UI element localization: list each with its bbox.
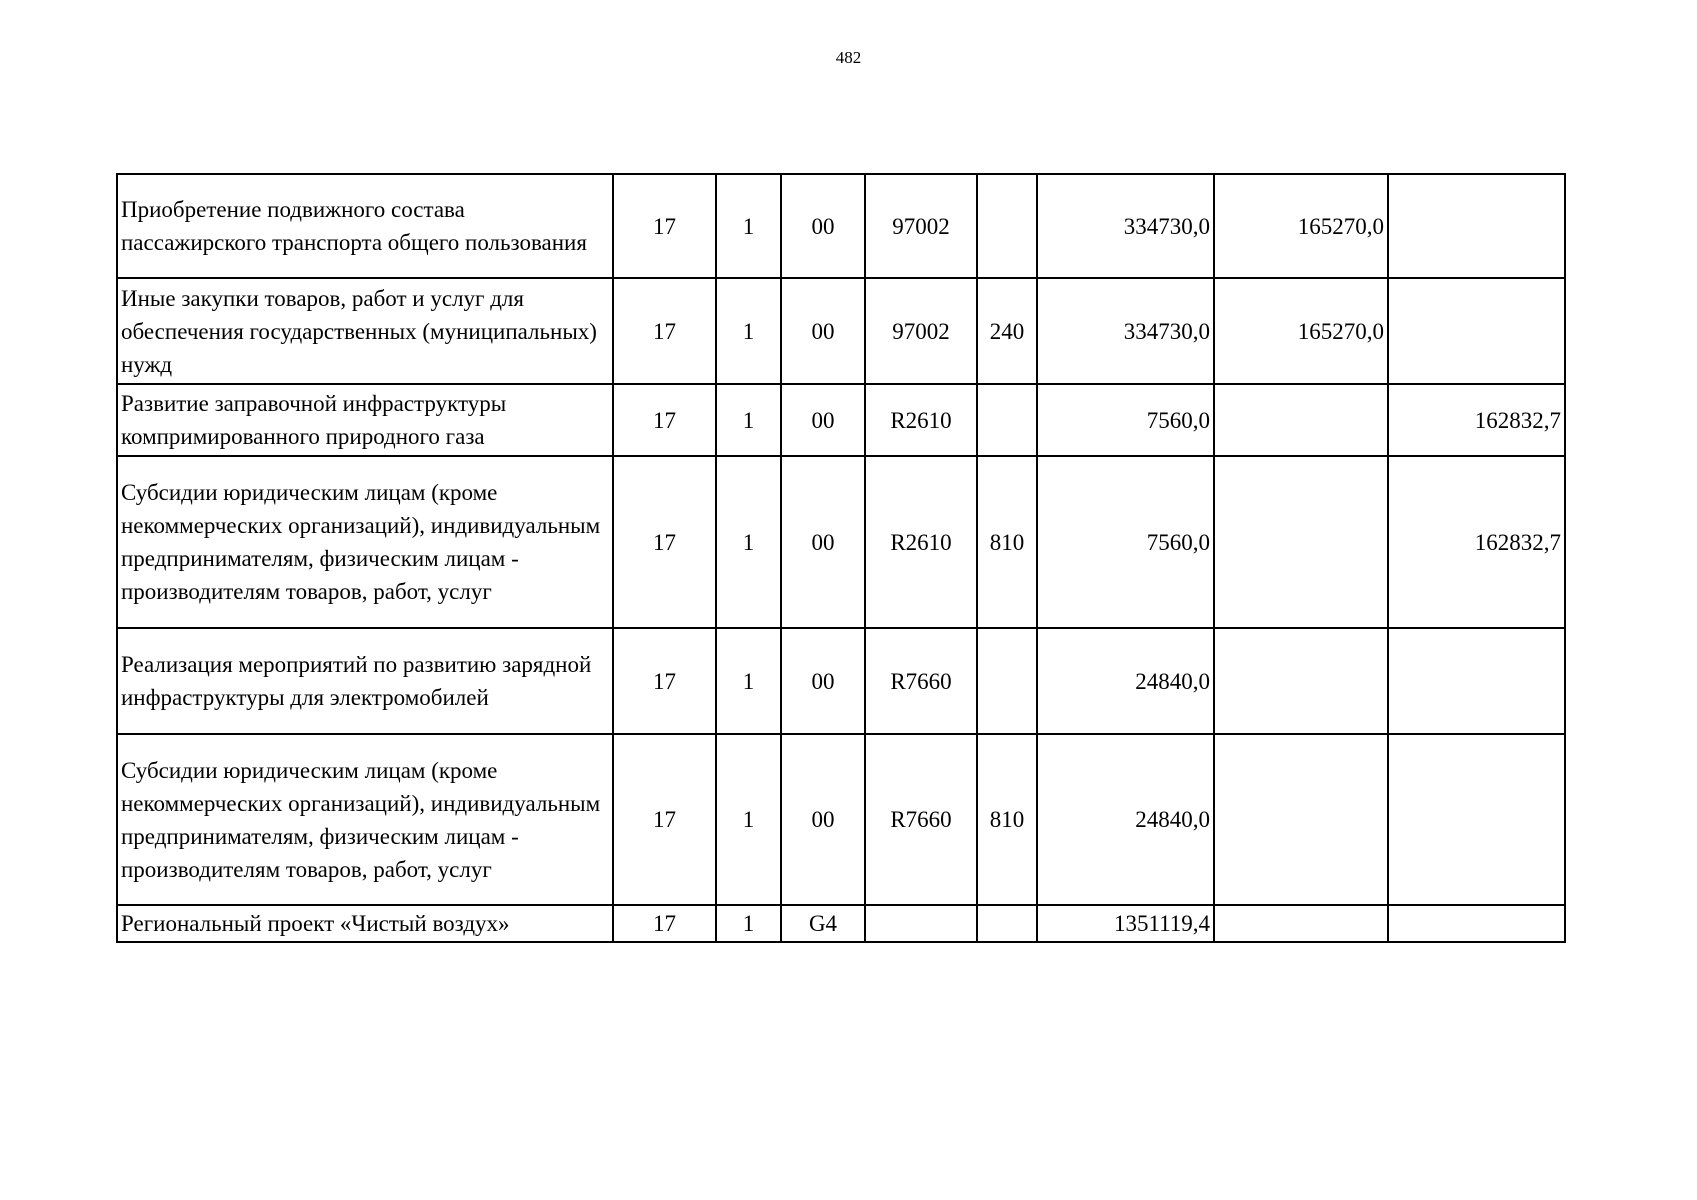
- amount-2-cell: [1214, 628, 1388, 734]
- ministry-code-cell: 17: [613, 174, 716, 278]
- amount-2-cell: [1214, 905, 1388, 942]
- program-code-cell: 1: [716, 384, 781, 456]
- row-name-cell: Приобретение подвижного состава пассажирского транспорта общего пользования: [117, 174, 613, 278]
- ministry-code-cell: 17: [613, 905, 716, 942]
- row-name-cell: Развитие заправочной инфраструктуры компримированного природного газа: [117, 384, 613, 456]
- program-code-cell: 1: [716, 278, 781, 384]
- amount-2-cell: 165270,0: [1214, 174, 1388, 278]
- amount-1-cell: 1351119,4: [1037, 905, 1214, 942]
- amount-1-cell: 334730,0: [1037, 278, 1214, 384]
- direction-code-cell: [865, 905, 977, 942]
- subprogram-code-cell: 00: [781, 174, 865, 278]
- direction-code-cell: R7660: [865, 628, 977, 734]
- amount-3-cell: [1388, 905, 1565, 942]
- table-row: [117, 456, 1565, 628]
- table-row: [117, 905, 1565, 942]
- subprogram-code-cell: 00: [781, 628, 865, 734]
- amount-2-cell: [1214, 384, 1388, 456]
- expense-type-cell: 810: [977, 734, 1037, 905]
- amount-3-cell: 162832,7: [1388, 384, 1565, 456]
- row-name-cell: Иные закупки товаров, работ и услуг для обеспечения государственных (муниципальных) нужд: [117, 278, 613, 384]
- subprogram-code-cell: G4: [781, 905, 865, 942]
- program-code-cell: 1: [716, 734, 781, 905]
- subprogram-code-cell: 00: [781, 456, 865, 628]
- amount-1-cell: 7560,0: [1037, 456, 1214, 628]
- table-row: [117, 384, 1565, 456]
- amount-3-cell: 162832,7: [1388, 456, 1565, 628]
- amount-1-cell: 334730,0: [1037, 174, 1214, 278]
- amount-1-cell: 24840,0: [1037, 734, 1214, 905]
- page-number: 482: [835, 48, 862, 67]
- table-row: [117, 278, 1565, 384]
- amount-3-cell: [1388, 628, 1565, 734]
- ministry-code-cell: 17: [613, 384, 716, 456]
- expense-type-cell: [977, 384, 1037, 456]
- program-code-cell: 1: [716, 456, 781, 628]
- direction-code-cell: R2610: [865, 384, 977, 456]
- row-name-cell: Реализация мероприятий по развитию зарядной инфраструктуры для электромобилей: [117, 628, 613, 734]
- program-code-cell: 1: [716, 905, 781, 942]
- ministry-code-cell: 17: [613, 628, 716, 734]
- amount-2-cell: [1214, 734, 1388, 905]
- amount-2-cell: [1214, 456, 1388, 628]
- subprogram-code-cell: 00: [781, 278, 865, 384]
- program-code-cell: 1: [716, 628, 781, 734]
- amount-3-cell: [1388, 174, 1565, 278]
- row-name-cell: Субсидии юридическим лицам (кроме некоммерческих организаций), индивидуальным предпринимателям, физическим лицам - производителям товаров, работ, услуг: [117, 456, 613, 628]
- expense-type-cell: [977, 905, 1037, 942]
- row-name-cell: Субсидии юридическим лицам (кроме некоммерческих организаций), индивидуальным предпринимателям, физическим лицам - производителям товаров, работ, услуг: [117, 734, 613, 905]
- amount-1-cell: 24840,0: [1037, 628, 1214, 734]
- table-row: [117, 174, 1565, 278]
- expense-type-cell: 240: [977, 278, 1037, 384]
- subprogram-code-cell: 00: [781, 734, 865, 905]
- direction-code-cell: R2610: [865, 456, 977, 628]
- table-row: [117, 628, 1565, 734]
- ministry-code-cell: 17: [613, 456, 716, 628]
- amount-1-cell: 7560,0: [1037, 384, 1214, 456]
- expense-type-cell: [977, 628, 1037, 734]
- expense-type-cell: 810: [977, 456, 1037, 628]
- ministry-code-cell: 17: [613, 734, 716, 905]
- row-name-cell: Региональный проект «Чистый воздух»: [117, 905, 613, 942]
- direction-code-cell: 97002: [865, 278, 977, 384]
- ministry-code-cell: 17: [613, 278, 716, 384]
- amount-3-cell: [1388, 278, 1565, 384]
- direction-code-cell: 97002: [865, 174, 977, 278]
- subprogram-code-cell: 00: [781, 384, 865, 456]
- expense-type-cell: [977, 174, 1037, 278]
- table-row: [117, 734, 1565, 905]
- amount-2-cell: 165270,0: [1214, 278, 1388, 384]
- program-code-cell: 1: [716, 174, 781, 278]
- direction-code-cell: R7660: [865, 734, 977, 905]
- budget-table: [116, 173, 1566, 943]
- amount-3-cell: [1388, 734, 1565, 905]
